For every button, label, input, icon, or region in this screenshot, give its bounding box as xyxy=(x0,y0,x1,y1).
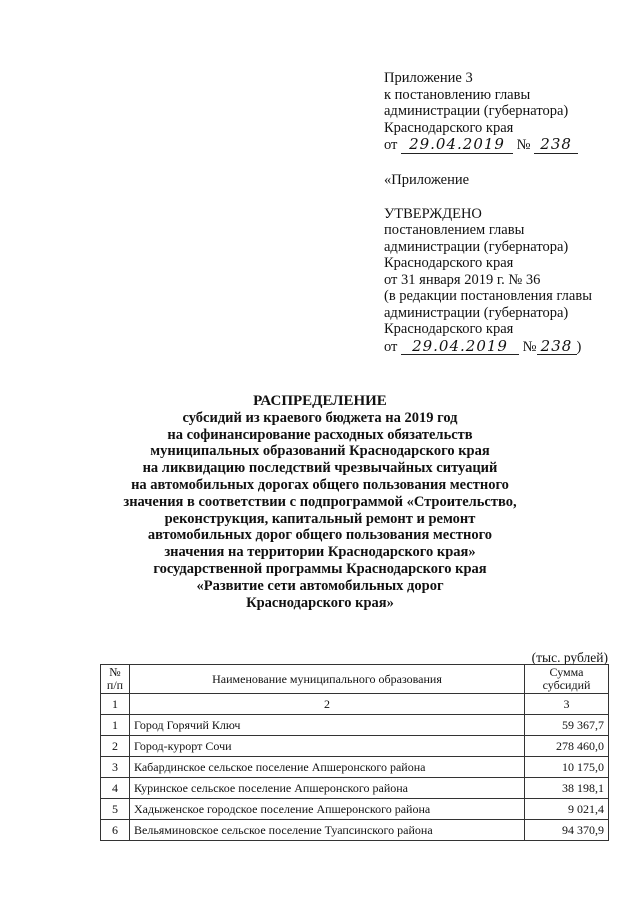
row-sum: 278 460,0 xyxy=(525,736,609,757)
column-number: 3 xyxy=(525,694,609,715)
row-name: Вельяминовское сельское поселение Туапсинского района xyxy=(130,820,525,841)
title-line: на софинансирование расходных обязательств xyxy=(167,426,473,443)
appendix-line: Краснодарского края xyxy=(384,119,514,136)
close-paren: ) xyxy=(576,338,582,355)
column-number-row xyxy=(101,694,609,715)
row-number: 3 xyxy=(101,757,130,778)
from-label: от xyxy=(384,338,398,355)
header-num-line: № xyxy=(109,665,121,679)
title-line: государственной программы Краснодарского края xyxy=(153,560,487,577)
column-number: 2 xyxy=(130,694,525,715)
header-num xyxy=(101,665,130,694)
title-heading: РАСПРЕДЕЛЕНИЕ xyxy=(253,393,387,409)
appendix-line: администрации (губернатора) xyxy=(384,103,569,119)
title-line: муниципальных образований Краснодарского края xyxy=(150,443,490,460)
row-number: 4 xyxy=(101,778,130,799)
table-row xyxy=(101,757,609,778)
title-line: автомобильных дорог общего пользования местного xyxy=(147,527,493,544)
approved-line: от 31 января 2019 г. № 36 xyxy=(384,271,541,288)
row-sum: 94 370,9 xyxy=(525,820,609,841)
table-header-row xyxy=(101,665,609,694)
header-sum-line: Сумма xyxy=(549,665,584,679)
from-label: от xyxy=(384,137,398,153)
row-name: Хадыженское городское поселение Апшеронского района xyxy=(130,799,525,820)
prilozhenie-label: «Приложение xyxy=(384,172,470,188)
approved-heading: УТВЕРЖДЕНО xyxy=(384,205,482,222)
handwritten-number: 238 xyxy=(534,136,578,154)
row-name: Куринское сельское поселение Апшеронского района xyxy=(130,778,525,799)
title-line: «Развитие сети автомобильных дорог xyxy=(196,577,444,594)
row-name: Город Горячий Ключ xyxy=(130,715,525,736)
title-line: реконструкция, капитальный ремонт и ремонт xyxy=(164,510,476,527)
header-name: Наименование муниципального образования xyxy=(130,665,525,694)
table-row xyxy=(101,715,609,736)
number-sign: № xyxy=(516,137,531,153)
column-number: 1 xyxy=(101,694,130,715)
title-line: значения в соответствии с подпрограммой «Строительство, xyxy=(123,493,517,510)
row-sum: 9 021,4 xyxy=(525,799,609,820)
appendix-date-line xyxy=(384,136,578,154)
approved-line: Краснодарского края xyxy=(384,321,514,337)
row-sum: 10 175,0 xyxy=(525,757,609,778)
title-line: на ликвидацию последствий чрезвычайных ситуаций xyxy=(142,460,498,477)
handwritten-date: 29.04.2019 xyxy=(401,338,519,356)
subsidy-table xyxy=(100,664,609,841)
handwritten-number: 238 xyxy=(537,338,577,356)
approved-line: администрации (губернатора) xyxy=(384,238,569,255)
row-sum: 59 367,7 xyxy=(525,715,609,736)
title-line: Краснодарского края» xyxy=(246,594,394,611)
handwritten-date: 29.04.2019 xyxy=(401,136,513,154)
approved-block xyxy=(384,172,592,355)
title-line: на автомобильных дорогах общего пользования местного xyxy=(131,476,509,493)
units-label: (тыс. рублей) xyxy=(531,650,608,665)
row-name: Город-курорт Сочи xyxy=(130,736,525,757)
number-sign: № xyxy=(522,338,537,355)
approved-line: администрации (губернатора) xyxy=(384,304,569,321)
header-sum-line: субсидий xyxy=(542,678,591,692)
header-num-line: п/п xyxy=(106,678,124,692)
title-line: значения на территории Краснодарского края» xyxy=(164,544,476,561)
approved-date-line xyxy=(384,338,592,356)
document-title xyxy=(100,393,540,611)
row-number: 6 xyxy=(101,820,130,841)
table-row xyxy=(101,736,609,757)
title-line: субсидий из краевого бюджета на 2019 год xyxy=(182,409,458,426)
row-number: 1 xyxy=(101,715,130,736)
table-row xyxy=(101,799,609,820)
appendix-header xyxy=(384,70,578,154)
row-number: 5 xyxy=(101,799,130,820)
appendix-line: Приложение 3 xyxy=(384,70,473,86)
approved-line: Краснодарского края xyxy=(384,255,514,271)
table-row xyxy=(101,778,609,799)
row-name: Кабардинское сельское поселение Апшеронского района xyxy=(130,757,525,778)
appendix-line: к постановлению главы xyxy=(384,86,531,103)
approved-line: (в редакции постановления главы xyxy=(384,288,592,304)
row-sum: 38 198,1 xyxy=(525,778,609,799)
header-sum xyxy=(525,665,609,694)
row-number: 2 xyxy=(101,736,130,757)
table-row xyxy=(101,820,609,841)
approved-line: постановлением главы xyxy=(384,222,525,238)
